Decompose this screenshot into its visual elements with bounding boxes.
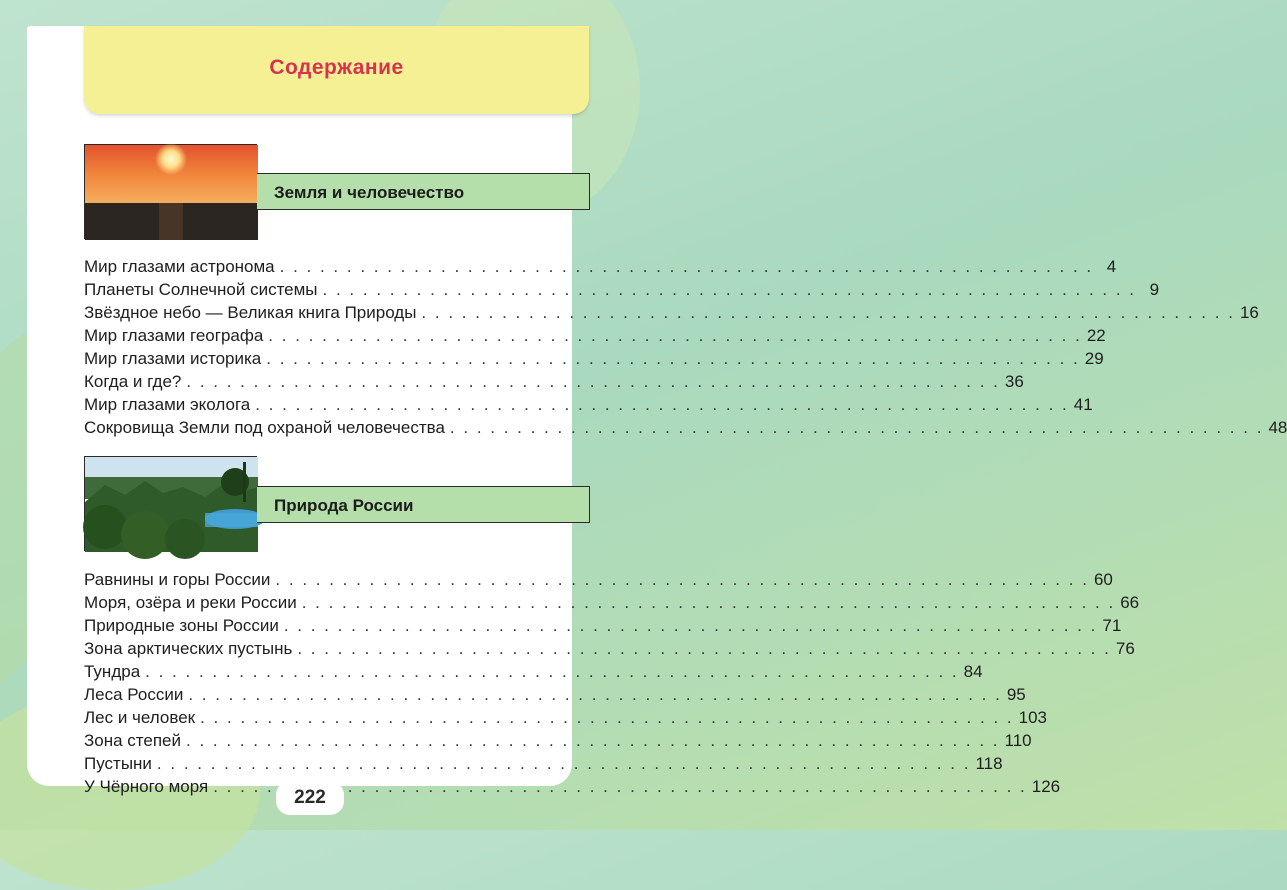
- dot-leader: [275, 568, 1089, 591]
- toc-entry-title: У Чёрного моря: [84, 777, 209, 796]
- toc-entry-page: 84: [963, 662, 983, 681]
- toc-entry[interactable]: [84, 393, 1093, 416]
- page-number: 222: [276, 781, 344, 815]
- toc-entry-page: 110: [1004, 731, 1032, 750]
- section-heading: Земля и человечество: [274, 183, 465, 202]
- sunset-photo: [84, 144, 257, 239]
- toc-entry[interactable]: [84, 591, 1140, 614]
- toc-entry[interactable]: [84, 568, 1113, 591]
- toc-entry[interactable]: [84, 683, 1026, 706]
- toc-entry[interactable]: [84, 706, 1047, 729]
- toc-entry-title: Мир глазами эколога: [84, 395, 251, 414]
- toc-entry[interactable]: [84, 637, 1135, 660]
- toc-entry[interactable]: [84, 255, 1117, 278]
- toc-entry[interactable]: [84, 614, 1122, 637]
- toc-entry-page: 9: [1149, 280, 1160, 299]
- dot-leader: [284, 614, 1098, 637]
- toc-entry-page: 36: [1004, 372, 1024, 391]
- toc-entry[interactable]: [84, 729, 1032, 752]
- toc-entry-title: Природные зоны России: [84, 616, 279, 635]
- dot-leader: [421, 301, 1235, 324]
- toc-entry-page: 95: [1006, 685, 1026, 704]
- dot-leader: [186, 729, 1000, 752]
- toc-entry[interactable]: [84, 752, 1003, 775]
- dot-leader: [302, 591, 1116, 614]
- dot-leader: [145, 660, 959, 683]
- toc-entry-title: Леса России: [84, 685, 184, 704]
- toc-entry-title: Моря, озёра и реки России: [84, 593, 297, 612]
- toc-entry-page: 41: [1073, 395, 1093, 414]
- toc-list: [84, 255, 1287, 439]
- section-header-earth-humanity: [257, 173, 590, 210]
- toc-entry-page: 118: [975, 754, 1003, 773]
- toc-entry-title: Мир глазами историка: [84, 349, 262, 368]
- toc-entry[interactable]: [84, 370, 1024, 393]
- dot-leader: [450, 416, 1264, 439]
- dot-leader: [200, 706, 1014, 729]
- toc-entry-page: 76: [1115, 639, 1135, 658]
- toc-entry-title: Пустыни: [84, 754, 152, 773]
- toc-entry-page: 22: [1086, 326, 1106, 345]
- toc-entry-page: 60: [1093, 570, 1113, 589]
- toc-entry[interactable]: [84, 301, 1259, 324]
- toc-entry-page: 71: [1102, 616, 1122, 635]
- toc-list: [84, 568, 1140, 798]
- toc-entry-title: Зона арктических пустынь: [84, 639, 293, 658]
- toc-entry[interactable]: [84, 278, 1160, 301]
- dot-leader: [268, 324, 1082, 347]
- toc-entry-page: 4: [1106, 257, 1117, 276]
- dot-leader: [255, 393, 1069, 416]
- dot-leader: [297, 637, 1111, 660]
- title-banner: [84, 26, 589, 114]
- toc-entry-title: Когда и где?: [84, 372, 182, 391]
- toc-entry-title: Сокровища Земли под охраной человечества: [84, 418, 445, 437]
- dot-leader: [157, 752, 971, 775]
- dot-leader: [280, 255, 1094, 278]
- contents-page: [27, 26, 1287, 796]
- toc-entry-title: Тундра: [84, 662, 141, 681]
- section-header-nature-russia: [257, 486, 590, 523]
- toc-entry-page: 66: [1120, 593, 1140, 612]
- toc-entry[interactable]: [84, 416, 1287, 439]
- dot-leader: [188, 683, 1002, 706]
- toc-entry[interactable]: [84, 347, 1104, 370]
- toc-entry-page: 103: [1018, 708, 1047, 727]
- dot-leader: [323, 278, 1137, 301]
- forest-lake-photo: [84, 456, 257, 551]
- page-title: Содержание: [269, 56, 404, 79]
- toc-entry-title: Зона степей: [84, 731, 181, 750]
- toc-entry-title: Лес и человек: [84, 708, 196, 727]
- toc-entry-title: Мир глазами астронома: [84, 257, 275, 276]
- toc-entry-page: 29: [1084, 349, 1104, 368]
- toc-entry[interactable]: [84, 324, 1106, 347]
- toc-entry-page: 16: [1239, 303, 1259, 322]
- section-heading: Природа России: [274, 496, 414, 515]
- dot-leader: [266, 347, 1080, 370]
- dot-leader: [186, 370, 1000, 393]
- toc-entry-page: 48: [1268, 418, 1287, 437]
- toc-entry-page: 126: [1031, 777, 1061, 796]
- toc-entry-title: Равнины и горы России: [84, 570, 271, 589]
- toc-entry-title: Планеты Солнечной системы: [84, 280, 318, 299]
- toc-entry-title: Звёздное небо — Великая книга Природы: [84, 303, 417, 322]
- toc-entry-title: Мир глазами географа: [84, 326, 264, 345]
- toc-entry[interactable]: [84, 660, 983, 683]
